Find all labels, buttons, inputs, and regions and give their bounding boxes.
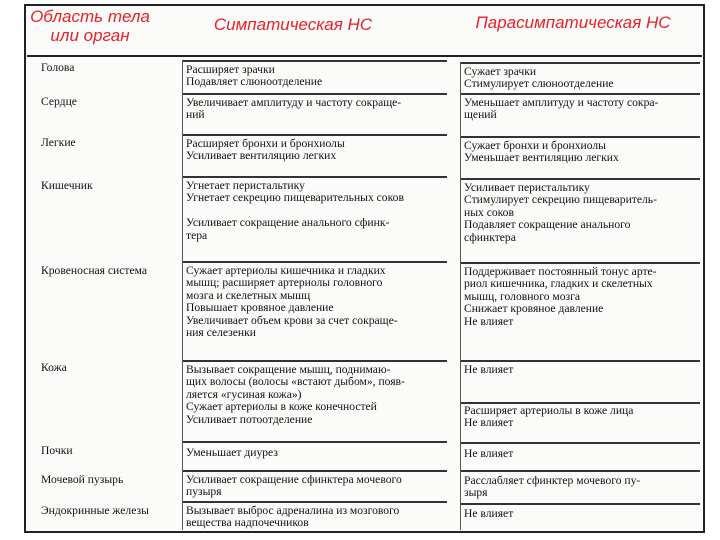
organ-endocrine: Эндокринные железы [41,504,149,517]
organ-skin: Кожа [41,361,67,374]
row-line [460,402,700,404]
row-line [460,262,700,264]
header-parasympathetic: Парасимпатическая НС [475,13,671,32]
row-line [182,501,447,503]
sym-kidneys: Уменьшает диурез [186,446,278,459]
par-skin: Не влияет [464,363,514,376]
par-lungs: Сужает бронхи и бронхиолы Уменьшает вентиляцию легких [464,139,619,165]
organ-head: Голова [41,61,75,74]
header-sympathetic: Симпатическая НС [213,15,373,34]
par-intestine: Усиливает перистальтику Стимулирует секрецию пищеваритель- ных соков Подавляет сокращение анального сфинктера [464,181,657,244]
sym-endocrine: Вызывает выброс адреналина из мозгового вещества надпочечников [186,504,400,530]
header-separator [27,55,702,57]
column-divider [460,62,461,530]
row-line [460,136,700,138]
sym-skin: Вызывает сокращение мышц, поднимаю- щих волосы (волосы «встают дыбом», появ- ляется «гусиная кожа») Сужает артериолы в коже конечностей Усиливает потоотделение [186,363,405,426]
par-bladder: Расслабляет сфинктер мочевого пу- зыря [464,474,641,500]
row-line [182,261,447,263]
row-line [182,470,447,472]
header-organ: Область тела или орган [30,7,150,45]
organ-kidneys: Почки [41,444,73,457]
organ-circulatory: Кровеносная система [41,264,148,277]
row-line [460,503,700,505]
organ-heart: Сердце [41,95,77,108]
organ-intestine: Кишечник [41,179,93,192]
row-line [460,178,700,180]
sym-lungs: Расширяет бронхи и бронхиолы Усиливает вентиляцию легких [186,137,345,163]
row-line [182,93,447,95]
par-kidneys: Не влияет [464,447,514,460]
sym-circulatory: Сужает артериолы кишечника и гладких мышц; расширяет артериолы головного мозга и скелетных мышц Повышает кровяное давление Увеличивает объем крови за счет сокраще- ния селезенки [186,264,398,340]
par-skin-extra: Расширяет артериолы в коже лица Не влияет [464,404,634,430]
sym-heart: Увеличивает амплитуду и частоту сокраще- ний [186,96,402,122]
row-line [182,176,447,178]
row-line [460,360,700,362]
organ-bladder: Мочевой пузырь [41,473,124,486]
row-line [460,62,700,64]
sym-intestine: Угнетает перистальтику Угнетает секрецию пищеварительных соков Усиливает сокращение анального сфинк- тера [186,179,404,242]
row-line [182,441,447,443]
row-line [460,470,700,472]
row-line [460,93,700,95]
par-heart: Уменьшает амплитуду и частоту сокра- щений [464,96,659,122]
organ-lungs: Легкие [41,136,76,149]
par-endocrine: Не влияет [464,507,514,520]
column-divider [182,60,183,530]
par-head: Сужает зрачки Стимулирует слюноотделение [464,65,614,91]
row-line [182,60,447,62]
par-circulatory: Поддерживает постоянный тонус арте- риол кишечника, гладких и скелетных мышц, головного мозга Снижает кровяное давление Не влияет [464,265,657,328]
row-line [182,134,447,136]
sym-bladder: Усиливает сокращение сфинктера мочевого пузыря [186,473,402,499]
row-line [460,442,700,444]
sym-head: Расширяет зрачки Подавляет слюноотделение [186,63,323,89]
row-line [182,360,447,362]
